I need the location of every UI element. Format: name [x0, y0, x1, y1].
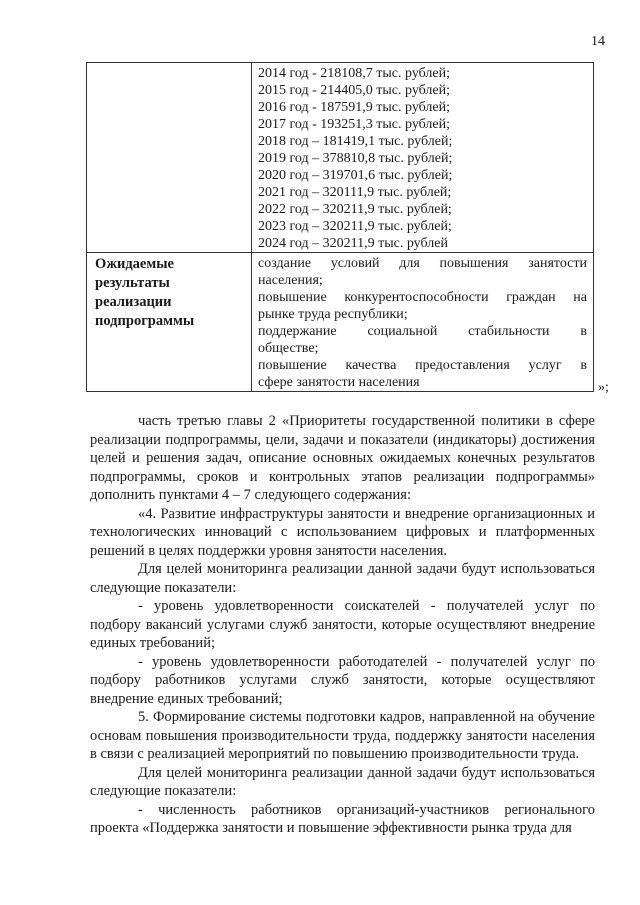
paragraph-amendment-intro: часть третью главы 2 «Приоритеты государственной политики в сфере реализации подпрограммы, цели, задачи и показатели (индикаторы) достижения целей и решения задач, описание основных ожидаемых конечных результатов подпрограммы, сроков и контрольных этапов реализации подпрограммы» дополнить пунктами 4 – 7 следующего содержания:: [90, 413, 595, 503]
result-line: обществе;: [258, 341, 319, 356]
subprogram-passport-table: [86, 62, 594, 392]
paragraph-monitoring-intro: Для целей мониторинга реализации данной задачи будут использоваться следующие показатели:: [90, 764, 595, 799]
financing-year-2015: 2015 год - 214405,0 тыс. рублей;: [258, 83, 451, 98]
paragraph-item-5: 5. Формирование системы подготовки кадров, направленной на обучение основам повышения производительности труда, поддержку занятости населения в связи с реализацией мероприятий по повышению производительности труда.: [90, 709, 595, 762]
financing-year-2021: 2021 год – 320111,9 тыс. рублей;: [258, 185, 452, 200]
paragraph-indicator: - уровень удовлетворенности соискателей - получателей услуг по подбору вакансий услугами служб занятости, которые осуществляют внедрение единых требований;: [90, 598, 595, 651]
result-line: повышение конкурентоспособности граждан на: [258, 290, 587, 305]
expected-results-label-cell: [87, 253, 252, 392]
expected-results-cell: [252, 253, 594, 392]
expected-results-label-line: результаты: [95, 275, 170, 291]
paragraph-indicator: - численность работников организаций-участников регионального проекта «Поддержка занятости и повышение эффективности рынка труда для: [90, 801, 595, 836]
result-line: поддержание социальной стабильности в: [258, 324, 587, 339]
financing-year-2023: 2023 год – 320211,9 тыс. рублей;: [258, 219, 452, 234]
result-line: сфере занятости населения: [258, 375, 420, 390]
financing-label-cell: [87, 63, 252, 253]
financing-year-2024: 2024 год – 320211,9 тыс. рублей: [258, 236, 448, 251]
paragraph-monitoring-intro: Для целей мониторинга реализации данной задачи будут использоваться следующие показатели:: [90, 561, 595, 596]
financing-year-2016: 2016 год - 187591,9 тыс. рублей;: [258, 100, 451, 115]
page-number: 14: [591, 34, 605, 49]
financing-year-2017: 2017 год - 193251,3 тыс. рублей;: [258, 117, 451, 132]
table-closing-quote: »;: [598, 380, 609, 395]
body-text: [90, 412, 595, 838]
financing-year-2019: 2019 год – 378810,8 тыс. рублей;: [258, 151, 453, 166]
result-line: создание условий для повышения занятости: [258, 256, 587, 271]
financing-year-2014: 2014 год - 218108,7 тыс. рублей;: [258, 66, 451, 81]
paragraph-item-4: «4. Развитие инфраструктуры занятости и внедрение организационных и технологических инноваций с использованием цифровых и платформенных решений в целях поддержки уровня занятости населения.: [90, 505, 595, 559]
expected-results-label-line: реализации: [95, 294, 172, 310]
financing-row: [87, 63, 594, 253]
financing-years-cell: [252, 63, 594, 253]
result-line: повышение качества предоставления услуг в: [258, 358, 587, 373]
expected-results-label-line: Ожидаемые: [95, 256, 174, 272]
result-line: рынке труда республики;: [258, 307, 408, 322]
financing-year-2018: 2018 год – 181419,1 тыс. рублей;: [258, 134, 453, 149]
expected-results-row: [87, 253, 594, 392]
financing-year-2020: 2020 год – 319701,6 тыс. рублей;: [258, 168, 453, 183]
paragraph-indicator: - уровень удовлетворенности работодателей - получателей услуг по подбору работников услугами служб занятости, которые осуществляют внедрение единых требований;: [90, 653, 595, 707]
financing-year-2022: 2022 год – 320211,9 тыс. рублей;: [258, 202, 452, 217]
result-line: населения;: [258, 273, 323, 288]
expected-results-label-line: подпрограммы: [95, 313, 195, 329]
